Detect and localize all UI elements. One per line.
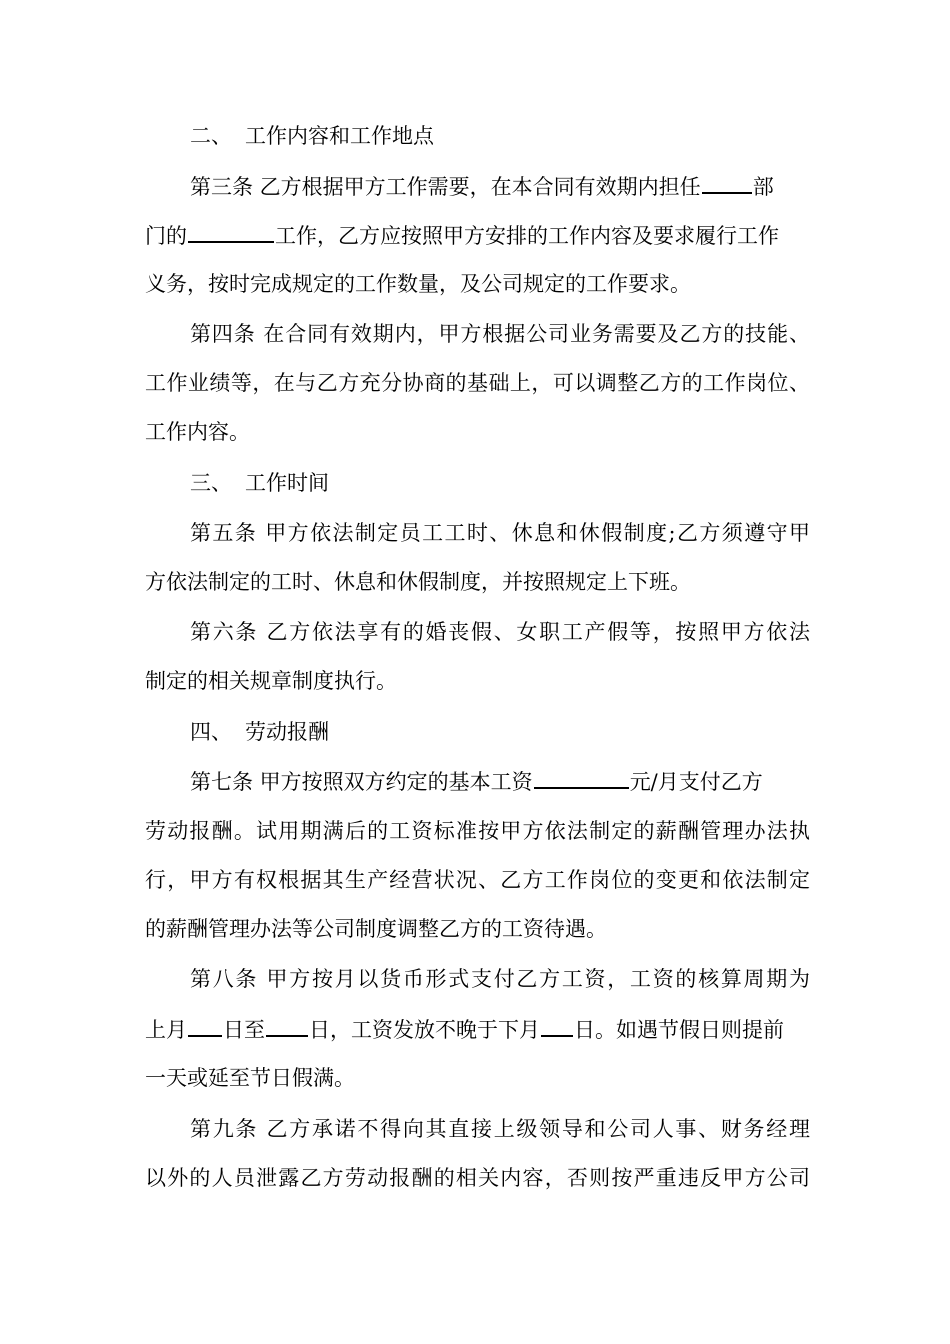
- article-6-line-1: [190, 616, 855, 648]
- article-text: 行，甲方有权根据其生产经营状况、乙方工作岗位的变更和依法制定: [145, 868, 810, 892]
- article-text: 以外的人员泄露乙方劳动报酬的相关内容，否则按严重违反甲方公司: [145, 1166, 810, 1190]
- article-text: 制定的相关规章制度执行。: [145, 669, 397, 693]
- article-text: 方依法制定的工时、休息和休假制度，并按照规定上下班。: [145, 570, 691, 594]
- article-text: 劳动报酬。试用期满后的工资标准按甲方依法制定的薪酬管理办法执: [145, 819, 810, 843]
- article-text: 第四条 在合同有效期内，甲方根据公司业务需要及乙方的技能、: [190, 322, 810, 346]
- article-text: 日，工资发放不晚于下月: [309, 1018, 540, 1042]
- article-3-line-1: [190, 170, 855, 202]
- article-text: 第九条 乙方承诺不得向其直接上级领导和公司人事、财务经理: [190, 1117, 810, 1141]
- article-7-line-1: [190, 765, 855, 797]
- article-5-line-2: [145, 566, 810, 598]
- base-salary-blank[interactable]: [534, 765, 629, 789]
- section-number: 四、: [190, 720, 232, 744]
- article-text: 门的: [145, 224, 187, 248]
- article-3-line-2: [145, 219, 810, 251]
- article-9-line-1: [190, 1113, 855, 1145]
- article-6-line-2: [145, 665, 810, 697]
- article-8-line-3: [145, 1062, 810, 1094]
- article-7-line-2: [145, 815, 810, 847]
- article-4-line-3: [145, 416, 810, 448]
- article-text: 部: [752, 175, 774, 199]
- article-text: 工作内容。: [145, 420, 250, 444]
- article-text: 日至: [223, 1018, 265, 1042]
- article-5-line-1: [190, 517, 855, 549]
- article-text: 义务，按时完成规定的工作数量，及公司规定的工作要求。: [145, 272, 691, 296]
- article-4-line-2: [145, 367, 810, 399]
- section-title: 工作时间: [245, 471, 329, 495]
- section-number: 二、: [190, 124, 232, 148]
- article-text: 的薪酬管理办法等公司制度调整乙方的工资待遇。: [145, 917, 607, 941]
- article-7-line-3: [145, 864, 810, 896]
- article-text: 元/月支付乙方: [629, 770, 763, 794]
- period-end-day-blank[interactable]: [266, 1013, 308, 1037]
- article-text: 第七条 甲方按照双方约定的基本工资: [190, 770, 533, 794]
- article-4-line-1: [190, 318, 855, 350]
- article-7-line-4: [145, 913, 810, 945]
- section-heading-2: [190, 120, 855, 152]
- section-title: 劳动报酬: [245, 720, 329, 744]
- payday-blank[interactable]: [541, 1013, 573, 1037]
- article-text: 第三条 乙方根据甲方工作需要，在本合同有效期内担任: [190, 175, 701, 199]
- department-blank[interactable]: [702, 170, 752, 194]
- article-9-line-2: [145, 1162, 810, 1194]
- article-3-line-3: [145, 268, 810, 300]
- article-8-line-2: [145, 1013, 810, 1045]
- article-8-line-1: [190, 963, 855, 995]
- article-text: 一天或延至节日假满。: [145, 1066, 355, 1090]
- section-title: 工作内容和工作地点: [245, 124, 434, 148]
- section-number: 三、: [190, 471, 232, 495]
- article-text: 工作，乙方应按照甲方安排的工作内容及要求履行工作: [275, 224, 779, 248]
- section-heading-3: [190, 467, 855, 499]
- article-text: 第五条 甲方依法制定员工工时、休息和休假制度;乙方须遵守甲: [190, 521, 810, 545]
- article-text: 第八条 甲方按月以货币形式支付乙方工资，工资的核算周期为: [190, 967, 810, 991]
- job-blank[interactable]: [188, 219, 274, 243]
- article-text: 工作业绩等，在与乙方充分协商的基础上，可以调整乙方的工作岗位、: [145, 371, 810, 395]
- section-heading-4: [190, 716, 855, 748]
- article-text: 第六条 乙方依法享有的婚丧假、女职工产假等，按照甲方依法: [190, 620, 810, 644]
- period-start-day-blank[interactable]: [188, 1013, 222, 1037]
- article-text: 日。如遇节假日则提前: [574, 1018, 784, 1042]
- article-text: 上月: [145, 1018, 187, 1042]
